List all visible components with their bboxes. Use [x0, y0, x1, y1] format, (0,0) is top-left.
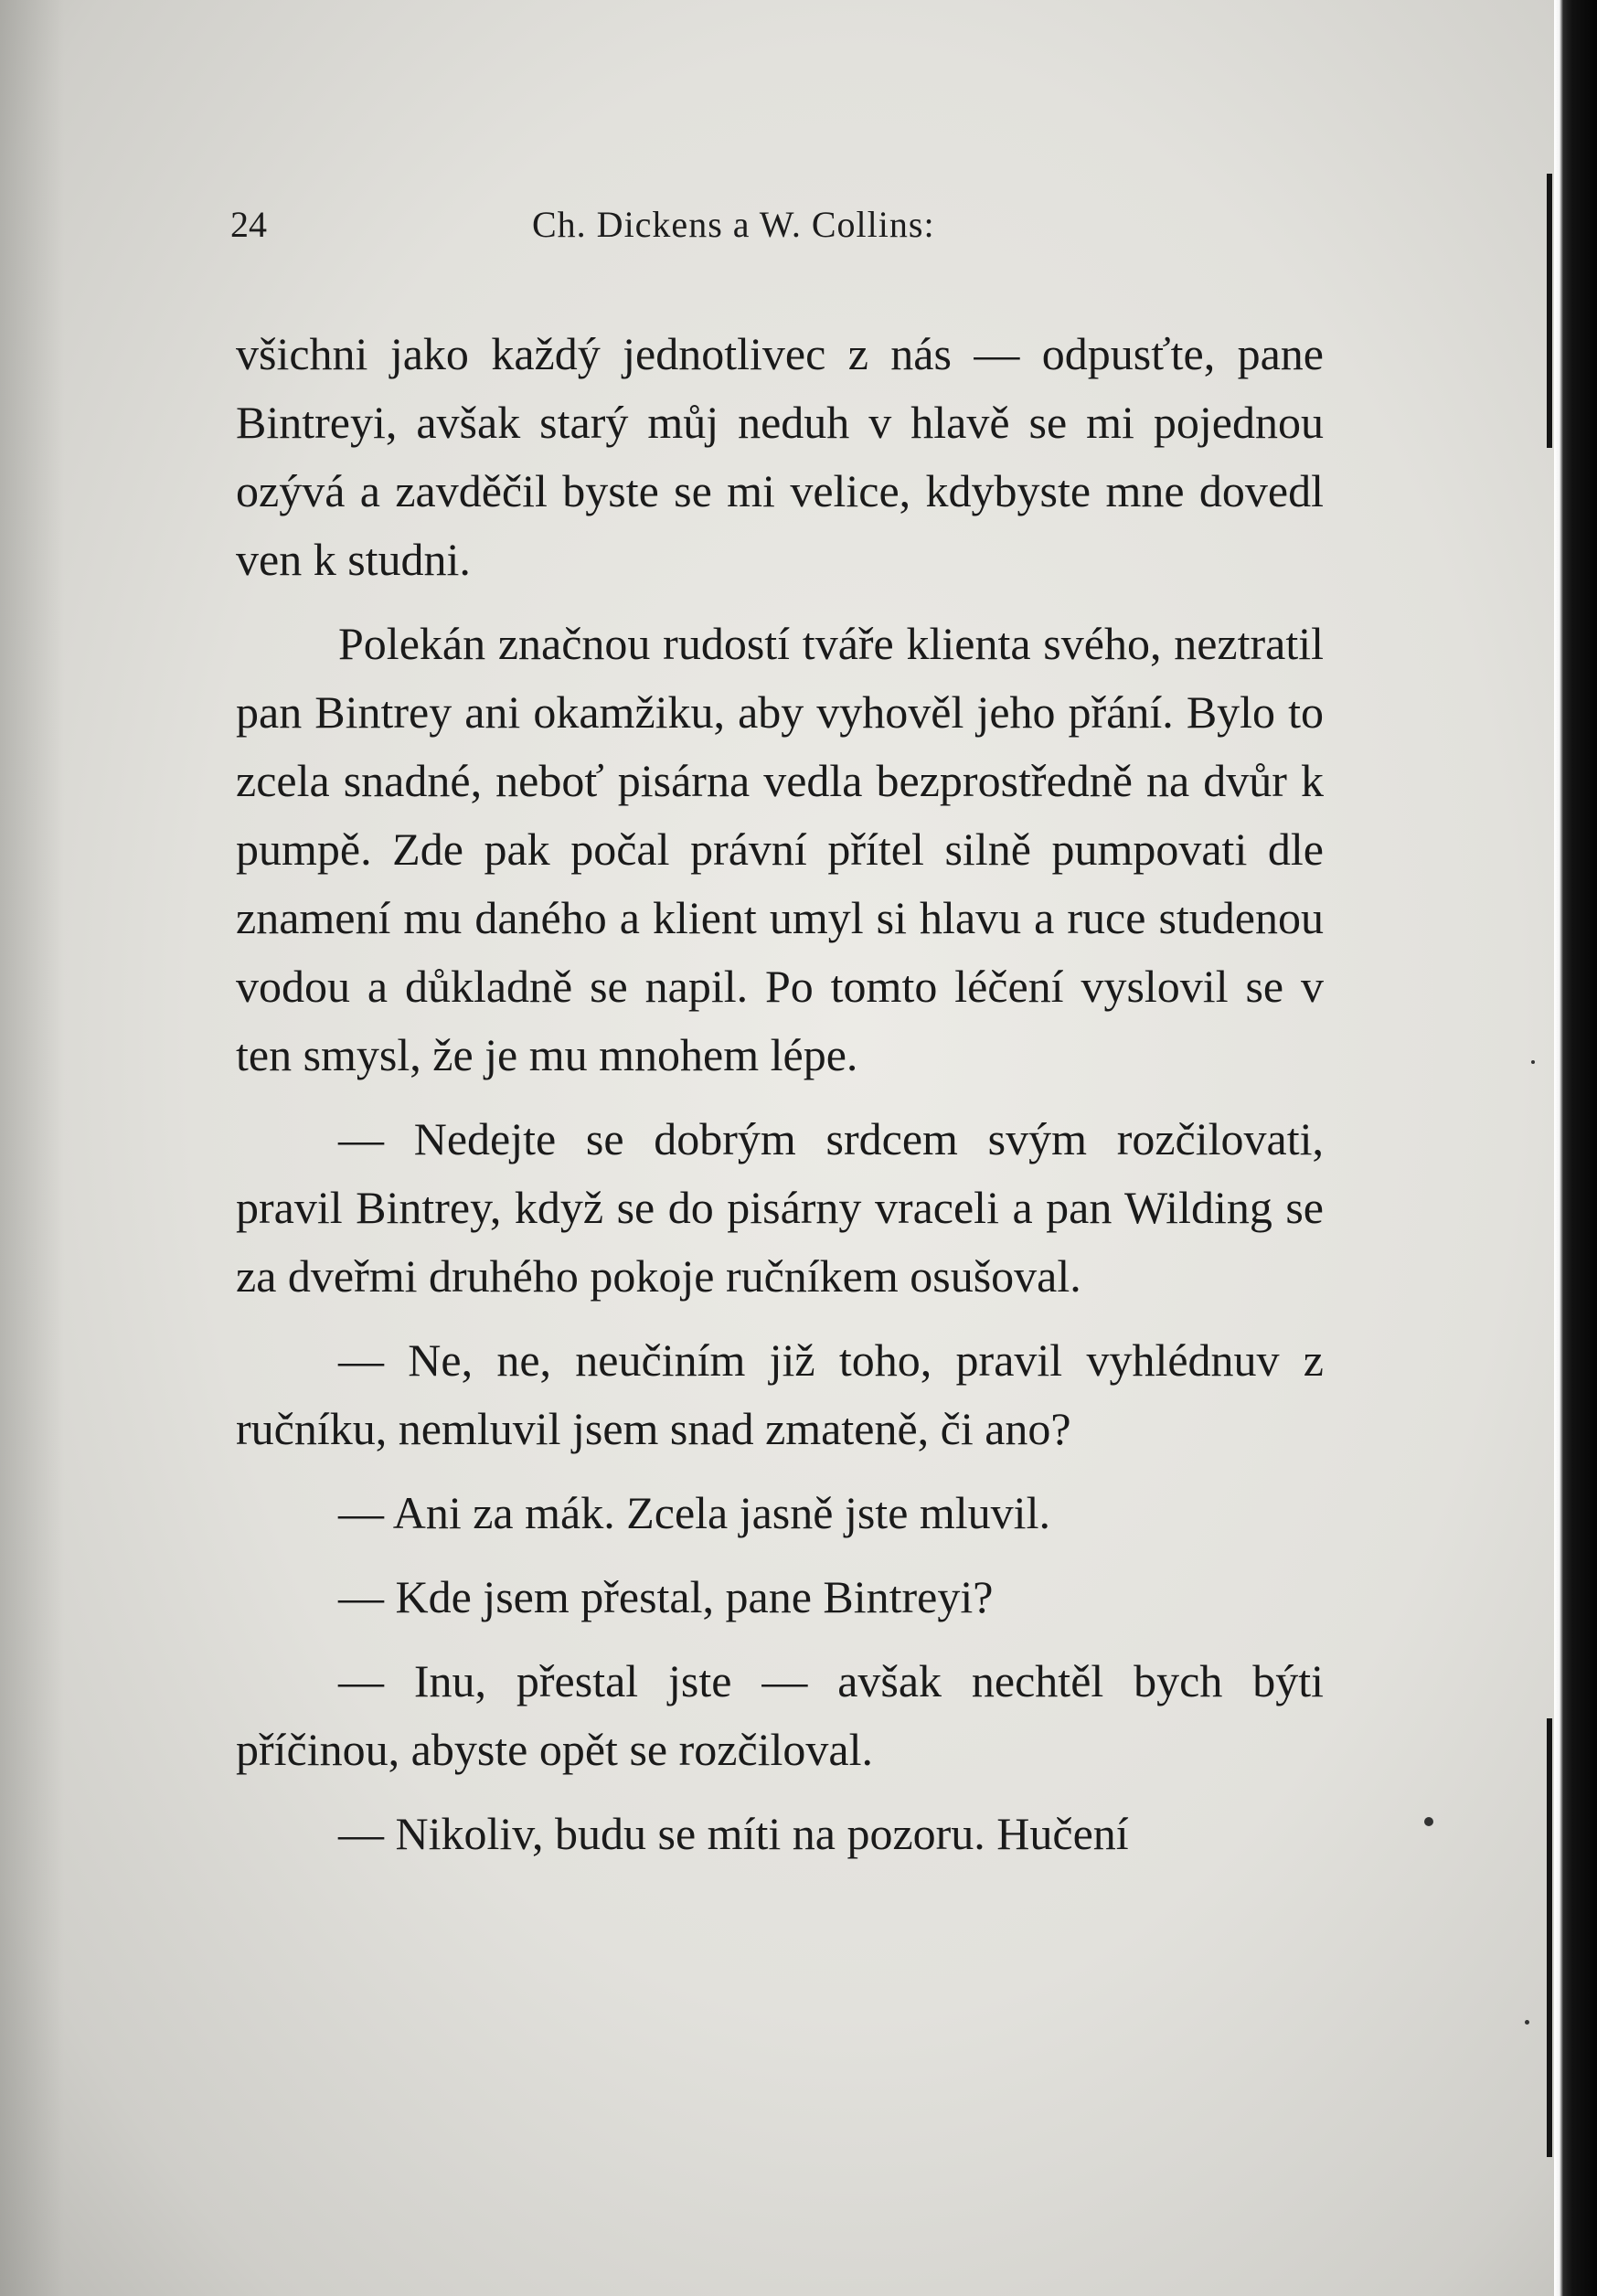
paper-speck [1525, 2020, 1529, 2025]
paragraph: — Inu, přestal jste — avšak nechtěl bych býti příčinou, abyste opět se rozčiloval. [236, 1655, 1324, 1775]
paragraph: — Kde jsem přestal, pane Bintreyi? [338, 1571, 994, 1622]
paragraph: — Nedejte se dobrým srdcem svým rozčilovati, pravil Bintrey, když se do pisárny vraceli a pan Wilding se za dveřmi druhého pokoje ručníkem osušoval. [236, 1113, 1324, 1302]
paper-speck [1424, 1817, 1433, 1826]
paper-speck [1531, 1060, 1535, 1064]
page-header [230, 203, 1355, 258]
paragraph: — Ani za mák. Zcela jasně jste mluvil. [338, 1487, 1050, 1538]
book-binding-edge [1554, 0, 1597, 2296]
paragraph: Polekán značnou rudostí tváře klienta svého, neztratil pan Bintrey ani okamžiku, aby vyhověl jeho přání. Bylo to zcela snadné, neboť pisárna vedla bezprostředně na dvůr k pumpě. Zde pak počal právní přítel silně pumpovati dle znamení mu daného a klient umyl si hlavu a ruce studenou vodou a důkladně se napil. Po tomto léčení vyslovil se v ten smysl, že je mu mnohem lépe. [236, 618, 1324, 1080]
paragraph: — Nikoliv, budu se míti na pozoru. Hučení [338, 1808, 1129, 1859]
running-head: Ch. Dickens a W. Collins: [532, 204, 935, 245]
paragraph: — Ne, ne, neučiním již toho, pravil vyhlédnuv z ručníku, nemluvil jsem snad zmateně, či ano? [236, 1334, 1324, 1454]
page-number: 24 [230, 204, 267, 245]
binding-shadow [1547, 174, 1552, 448]
body-text [236, 320, 1324, 1868]
paragraph: všichni jako každý jednotlivec z nás — odpusťte, pane Bintreyi, avšak starý můj neduh v hlavě se mi pojednou ozývá a zavděčil byste se mi velice, kdybyste mne dovedl ven k studni. [236, 328, 1324, 585]
binding-shadow [1547, 1718, 1552, 2157]
